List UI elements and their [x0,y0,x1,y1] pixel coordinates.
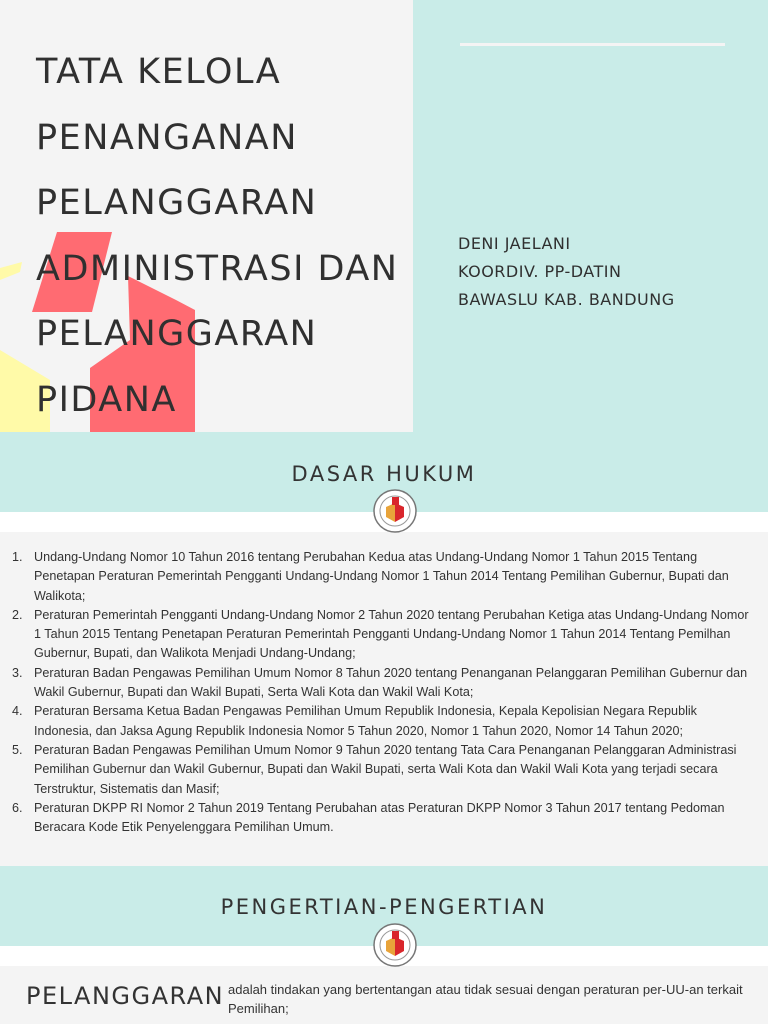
item-number: 4. [12,704,23,719]
list-item [10,702,755,741]
item-text: Undang-Undang Nomor 10 Tahun 2016 tentang Perubahan Kedua atas Undang-Undang Nomor 1 Tahun 2015 Tentang Penetapan Peraturan Pemerintah Pengganti Undang-Undang Nomor 1 Tahun 2014 Tentang Pemilihan Gubernur, Bupati dan Walikota; [34,550,729,603]
item-text: Peraturan Bersama Ketua Badan Pengawas Pemilihan Umum Republik Indonesia, Kepala Kepolisian Negara Republik Indonesia, dan Jaksa Agung Republik Indonesia Nomor 5 Tahun 2020, Nomor 1 Tahun 2020, Nomor 14 Tahun 2020; [34,704,697,738]
bawaslu-logo-icon [372,922,418,968]
item-number: 6. [12,800,23,815]
list-item [10,548,755,606]
item-text: Peraturan DKPP RI Nomor 2 Tahun 2019 Tentang Perubahan atas Peraturan DKPP Nomor 3 Tahun 2017 tentang Pedoman Beracara Kode Etik Penyelenggara Pemilihan Umum. [34,800,725,835]
author-info [458,230,675,314]
definition-term: PELANGGARAN [26,982,225,1010]
item-text: Peraturan Pemerintah Pengganti Undang-Undang Nomor 2 Tahun 2020 tentang Perubahan Ketiga atas Undang-Undang Nomor 1 Tahun 2015 Tentang Penetapan Peraturan Pemerintah Pengganti Undang-Undang Nomor 1 Tahun 2014 Tentang Pemilhan Gubernur, Bupati, dan Walikota Menjadi Undang-Undang; [34,607,749,661]
bawaslu-logo-icon [372,488,418,534]
list-item [10,799,755,838]
title-slide [0,0,768,432]
item-text: Peraturan Badan Pengawas Pemilihan Umum Nomor 9 Tahun 2020 tentang Tata Cara Penanganan Pelanggaran Administrasi Pemilihan Gubernur dan Wakil Gubernur, Bupati dan Wakil Bupati, serta Wali Kota dan Wakil Wali Kota yang terjadi secara Terstruktur, Sistematis dan Masif; [34,742,737,796]
item-number: 5. [12,742,23,757]
list-item [10,664,755,703]
item-number: 1. [12,550,23,564]
section-heading: DASAR HUKUM [0,432,768,512]
item-text: Peraturan Badan Pengawas Pemilihan Umum Nomor 8 Tahun 2020 tentang Penanganan Pelanggaran Pemilihan Gubernur dan Wakil Gubernur, Bupati dan Wakil Bupati, Serta Wali Kota dan Wakil Wali Kota; [34,665,748,700]
list-item [10,606,755,664]
title-panel [0,0,413,432]
section-heading: PENGERTIAN-PENGERTIAN [0,866,768,946]
author-name: DENI JAELANI [458,234,571,253]
yellow-shape [0,262,22,280]
presentation-title: TATA KELOLA PENANGANAN PELANGGARAN ADMINISTRASI DAN PELANGGARAN PIDANA [36,52,399,420]
author-org: BAWASLU KAB. BANDUNG [458,290,675,309]
author-role: KOORDIV. PP-DATIN [458,262,622,281]
item-number: 3. [12,665,23,680]
definition-text: adalah tindakan yang bertentangan atau tidak sesuai dengan peraturan per-UU-an terkait Pemilihan; [228,982,743,1016]
list-item [10,741,755,799]
item-number: 2. [12,607,23,622]
legal-basis-list [10,548,755,837]
author-panel [413,0,768,432]
divider [460,43,725,46]
